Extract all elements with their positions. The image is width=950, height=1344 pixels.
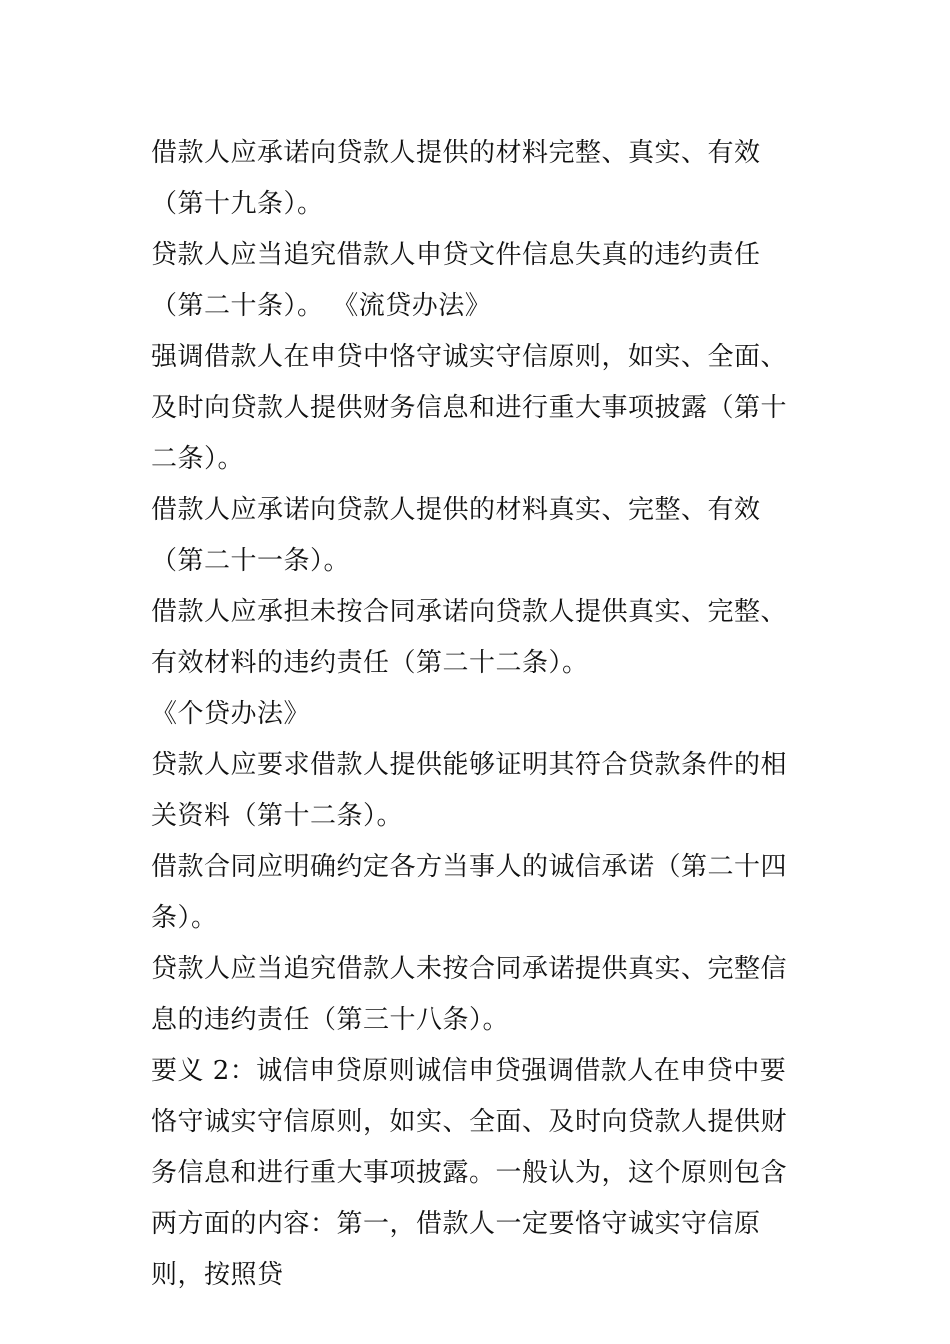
paragraph: 借款人应承担未按合同承诺向贷款人提供真实、完整、有效材料的违约责任（第二十二条）。 — [151, 597, 788, 678]
paragraph: 要义 2：诚信申贷原则诚信申贷强调借款人在申贷中要恪守诚实守信原则，如实、全面、及时向贷款人提供财务信息和进行重大事项披露。一般认为，这个原则包含两方面的内容：第一，借款人一定要恪守诚实守信原则，按照贷 — [151, 1056, 788, 1290]
paragraph: 贷款人应要求借款人提供能够证明其符合贷款条件的相关资料（第十二条）。 — [151, 750, 788, 831]
paragraph: 贷款人应当追究借款人未按合同承诺提供真实、完整信息的违约责任（第三十八条）。 — [151, 954, 788, 1035]
paragraph: 借款人应承诺向贷款人提供的材料真实、完整、有效（第二十一条）。 — [151, 495, 761, 576]
paragraph: 借款人应承诺向贷款人提供的材料完整、真实、有效（第十九条）。 — [151, 138, 761, 219]
paragraph: 贷款人应当追究借款人申贷文件信息失真的违约责任（第二十条）。 《流贷办法》 — [151, 240, 761, 321]
paragraph: 强调借款人在申贷中恪守诚实守信原则，如实、全面、及时向贷款人提供财务信息和进行重大事项披露（第十二条）。 — [151, 342, 788, 474]
document-body — [151, 128, 811, 1301]
paragraph: 借款合同应明确约定各方当事人的诚信承诺（第二十四条）。 — [151, 852, 788, 933]
paragraph: 《个贷办法》 — [151, 699, 311, 729]
